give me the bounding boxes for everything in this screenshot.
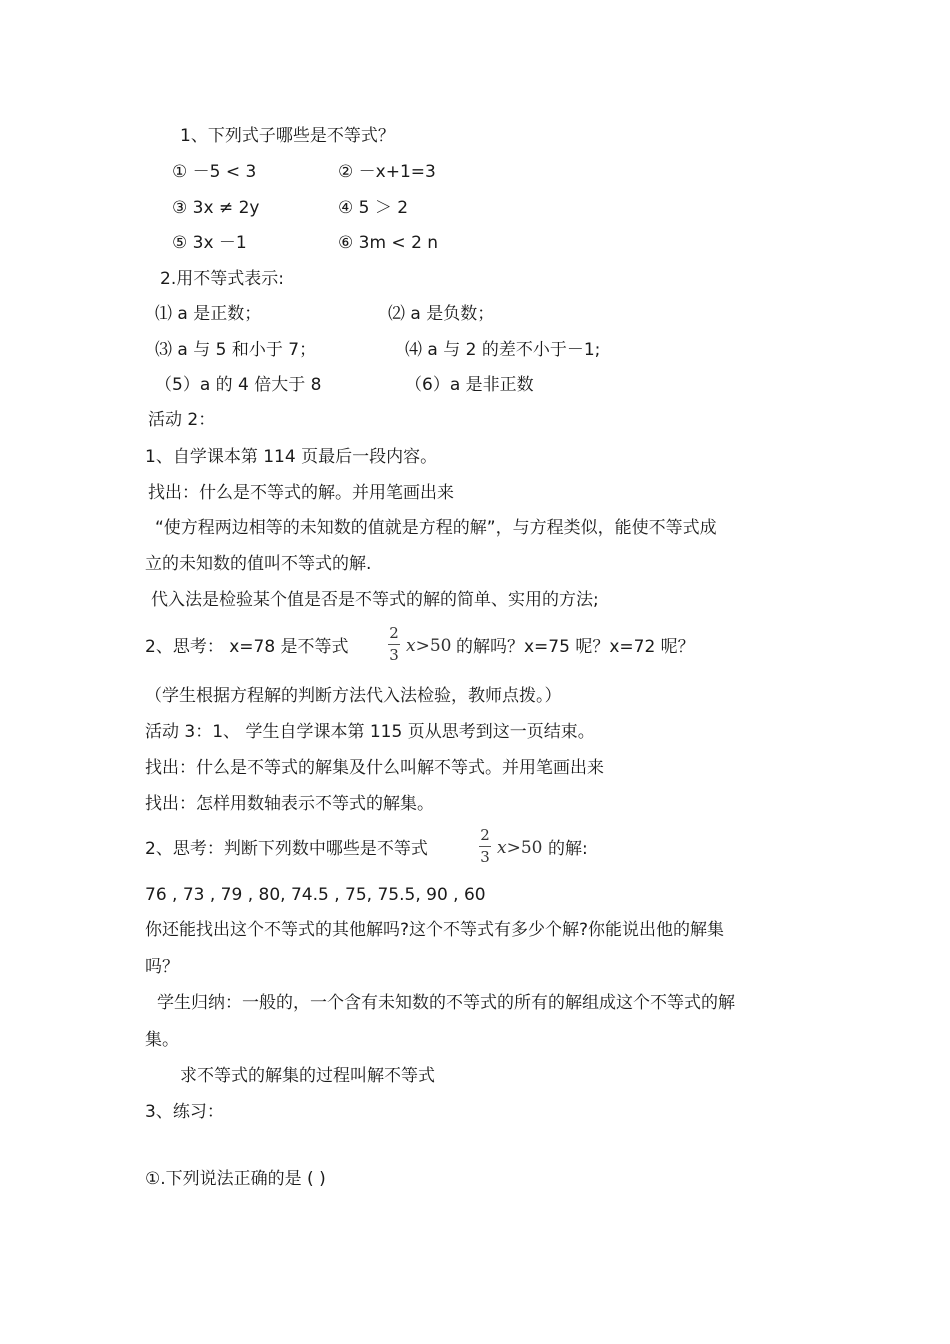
activity-2-think-post: 的解吗？x=75 呢？x=72 呢？ <box>456 637 695 657</box>
q2-item-2: ⑵ a 是负数； <box>388 304 495 324</box>
q2-title: 2.用不等式表示: <box>160 269 284 289</box>
q1-item-1: ① －5 < 3 <box>172 162 257 182</box>
inequality-fraction-1 <box>388 625 400 664</box>
activity-2-note: （学生根据方程解的判断方法代入法检验，教师点拨。） <box>145 686 562 706</box>
q2-item-1: ⑴ a 是正数； <box>155 304 262 324</box>
inequality-fraction-2 <box>479 827 491 866</box>
q1-title: 1、下列式子哪些是不等式？ <box>180 126 395 146</box>
activity-2-line-4: 立的未知数的值叫不等式的解. <box>145 554 372 574</box>
activity-2-think-pre: 2、思考： x=78 是不等式 <box>145 637 349 657</box>
inequality-expression-2 <box>497 838 542 858</box>
practice-title: 3、练习： <box>145 1102 224 1122</box>
q1-item-2: ② －x+1=3 <box>338 162 436 182</box>
activity-3-definition: 求不等式的解集的过程叫解不等式 <box>180 1066 435 1086</box>
activity-3-line-1: 活动 3：1、 学生自学课本第 115 页从思考到这一页结束。 <box>145 722 595 742</box>
inequality-relation: >50 <box>415 636 452 656</box>
activity-3-question-b: 吗？ <box>145 957 179 977</box>
q1-item-3: ③ 3x ≠ 2y <box>172 198 260 218</box>
q2-item-6: （6）a 是非正数 <box>405 375 534 395</box>
inequality-expression-1 <box>406 636 451 656</box>
fraction-denominator: 3 <box>480 848 490 866</box>
activity-3-think-pre: 2、思考：判断下列数中哪些是不等式 <box>145 839 428 859</box>
candidate-numbers: 76 , 73 , 79 , 80, 74.5 , 75, 75.5, 90 , 60 <box>145 885 486 905</box>
q2-item-5: （5）a 的 4 倍大于 8 <box>155 375 322 395</box>
activity-2-line-3: “使方程两边相等的未知数的值就是方程的解”，与方程类似，能使不等式成 <box>155 518 717 538</box>
inequality-variable: x <box>497 838 507 858</box>
activity-2-title: 活动 2： <box>148 410 216 430</box>
activity-3-summary-b: 集。 <box>145 1030 179 1050</box>
q2-item-3: ⑶ a 与 5 和小于 7； <box>155 340 317 360</box>
q1-item-6: ⑥ 3m < 2 n <box>338 233 439 253</box>
activity-2-line-1: 1、自学课本第 114 页最后一段内容。 <box>145 447 438 467</box>
q1-item-5: ⑤ 3x －1 <box>172 233 247 253</box>
activity-3-question-a: 你还能找出这个不等式的其他解吗?这个不等式有多少个解?你能说出他的解集 <box>145 920 725 940</box>
fraction-denominator: 3 <box>389 646 399 664</box>
exercise-1: ①.下列说法正确的是 ( ) <box>145 1169 326 1189</box>
activity-3-line-3: 找出：怎样用数轴表示不等式的解集。 <box>145 794 434 814</box>
q1-item-4: ④ 5 ＞ 2 <box>338 198 409 218</box>
activity-3-summary-a: 学生归纳：一般的，一个含有未知数的不等式的所有的解组成这个不等式的解 <box>157 993 735 1013</box>
activity-3-line-2: 找出：什么是不等式的解集及什么叫解不等式。并用笔画出来 <box>145 758 604 778</box>
fraction-numerator: 2 <box>480 826 490 844</box>
activity-2-line-5: 代入法是检验某个值是否是不等式的解的简单、实用的方法; <box>151 590 599 610</box>
activity-2-line-2: 找出：什么是不等式的解。并用笔画出来 <box>148 483 454 503</box>
fraction-numerator: 2 <box>389 624 399 642</box>
inequality-variable: x <box>406 636 416 656</box>
inequality-relation: >50 <box>506 838 543 858</box>
activity-3-think-post: 的解: <box>548 839 588 859</box>
q2-item-4: ⑷ a 与 2 的差不小于－1; <box>405 340 601 360</box>
